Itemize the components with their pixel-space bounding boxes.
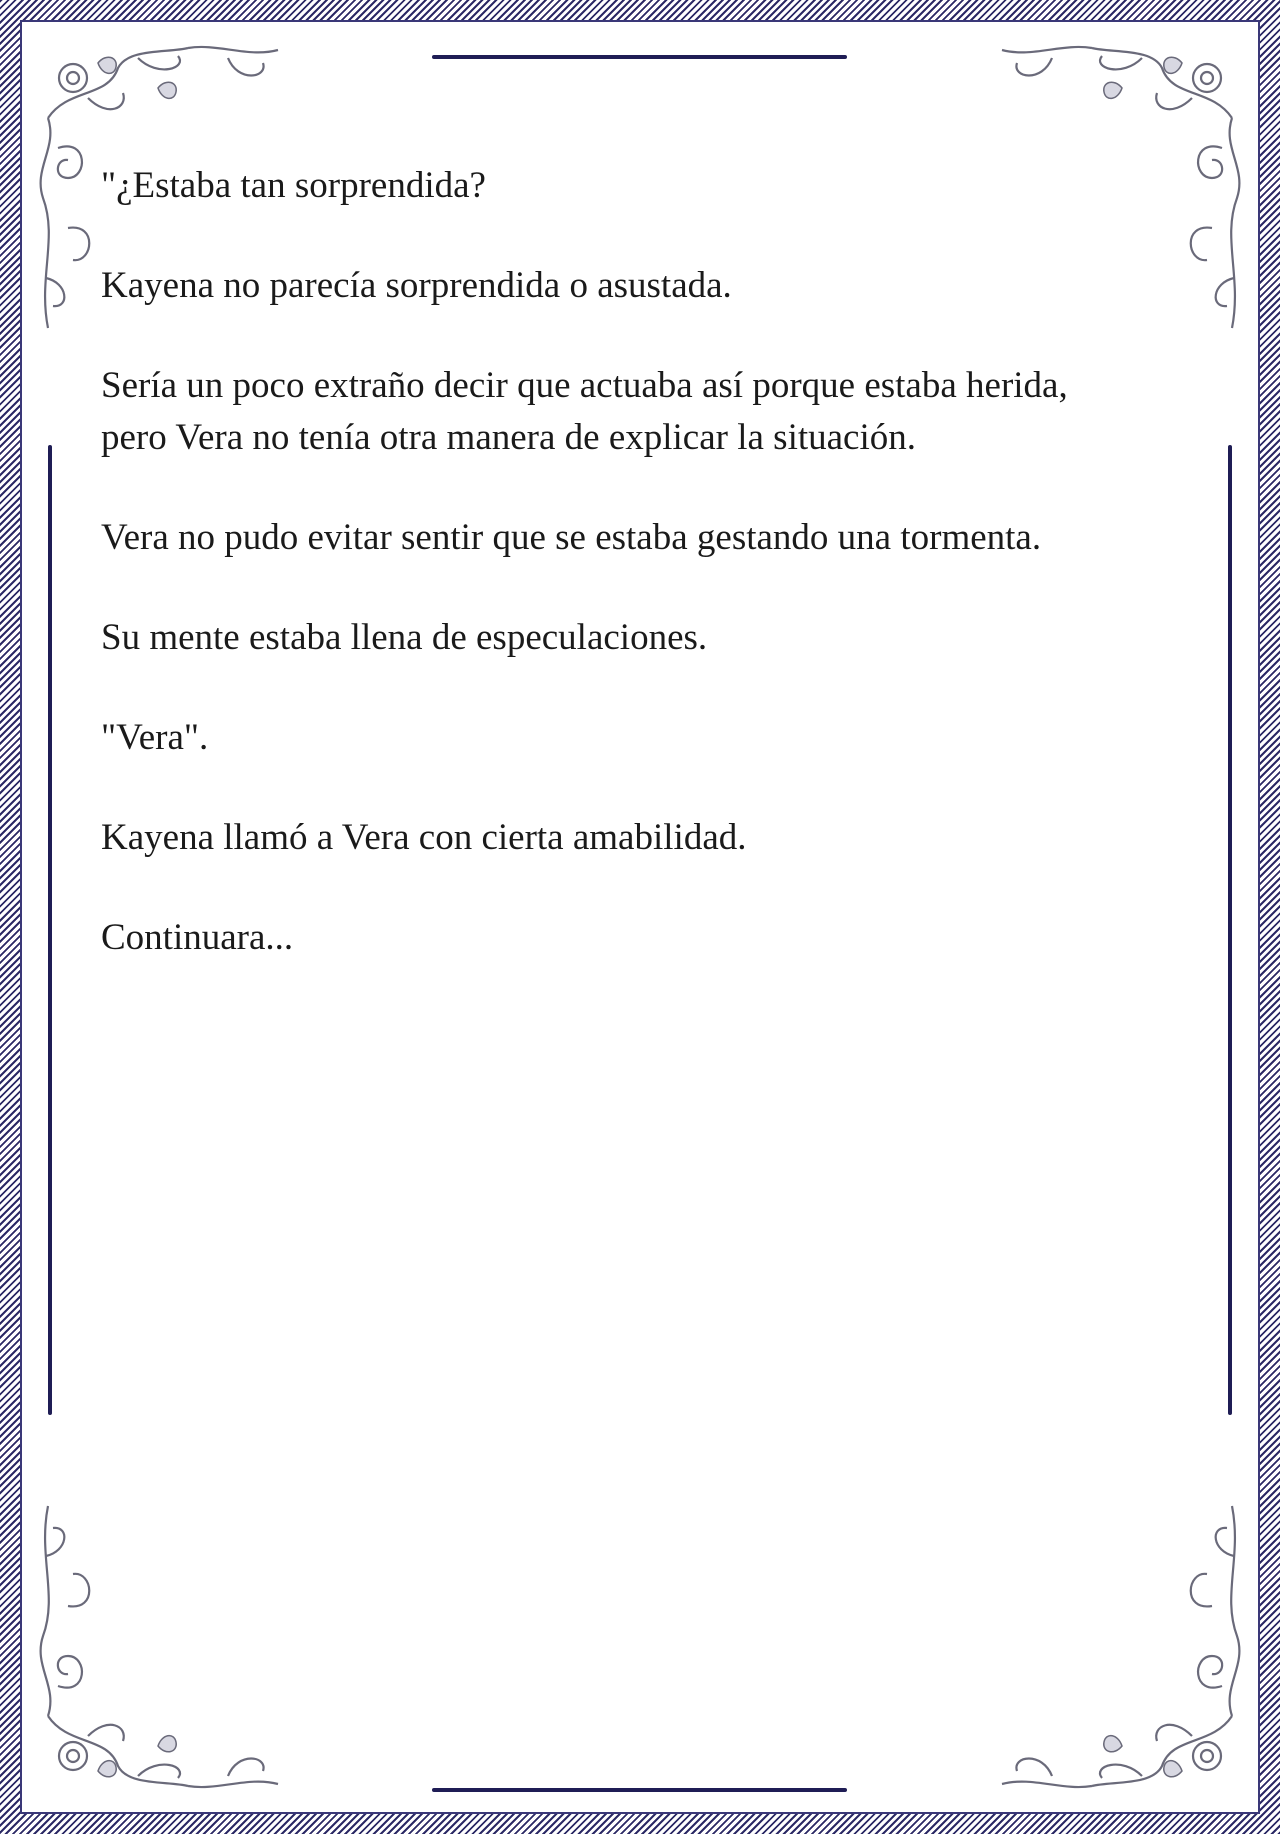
bottom-rule	[432, 1788, 847, 1792]
paragraph: Sería un poco extraño decir que actuaba así porque estaba herida, pero Vera no tenía otra manera de explicar la situación.	[101, 365, 1068, 458]
corner-ornament-bottom-right	[962, 1476, 1252, 1806]
paragraph: Kayena llamó a Vera con cierta amabilidad.	[101, 817, 747, 858]
paragraph: Vera no pudo evitar sentir que se estaba gestando una tormenta.	[101, 517, 1042, 558]
paragraph: "Vera".	[101, 717, 209, 758]
right-rule	[1228, 445, 1232, 1415]
story-text	[101, 160, 1121, 1012]
corner-ornament-bottom-left	[28, 1476, 318, 1806]
floral-scroll-icon	[962, 1476, 1252, 1806]
paragraph: Kayena no parecía sorprendida o asustada.	[101, 265, 732, 306]
continued-note: Continuara...	[101, 917, 294, 958]
floral-scroll-icon	[28, 1476, 318, 1806]
left-rule	[48, 445, 52, 1415]
paragraph: Su mente estaba llena de especulaciones.	[101, 617, 708, 658]
paragraph: "¿Estaba tan sorprendida?	[101, 165, 486, 206]
top-rule	[432, 55, 847, 59]
